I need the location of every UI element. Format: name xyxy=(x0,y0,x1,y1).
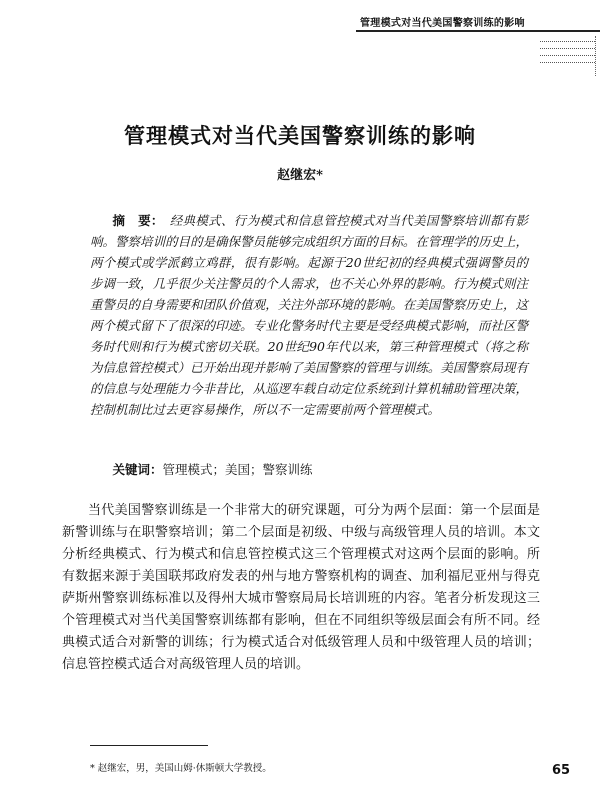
body-paragraph: 当代美国警察训练是一个非常大的研究课题，可分为两个层面：第一个层面是新警训练与在职警察培训；第二个层面是初级、中级与高级管理人员的培训。本文分析经典模式、行为模式和信息管控模式这三个管理模式对这两个层面的影响。所有数据来源于美国联邦政府发表的州与地方警察机构的调查、加利福尼亚州与得克萨斯州警察训练标准以及得州大城市警察局局长培训班的内容。笔者分析发现这三个管理模式对当代美国警察训练都有影响，但在不同组织等级层面会有所不同。经典模式适合对新警的训练；行为模式适合对低级管理人员和中级管理人员的培训；信息管控模式适合对高级管理人员的培训。 xyxy=(62,503,540,672)
author-name: 赵继宏* xyxy=(277,168,323,183)
footnote-rule xyxy=(90,745,208,746)
abstract xyxy=(90,210,528,420)
author-footnote: * 赵继宏，男，美国山姆·休斯顿大学教授。 xyxy=(90,763,272,774)
abstract-text: 经典模式、行为模式和信息管控模式对当代美国警察培训都有影响。警察培训的目的是确保警员能够完成组织方面的目标。在管理学的历史上，两个模式或学派鹤立鸡群，很有影响。起源于20世纪初的经典模式强调警员的步调一致，几乎很少关注警员的个人需求，也不关心外界的影响。行为模式则注重警员的自身需要和团队价值观，关注外部环境的影响。在美国警察历史上，这两个模式留下了很深的印迹。专业化警务时代主要是受经典模式影响，而社区警务时代则和行为模式密切关联。20世纪90年代以来，第三种管理模式（将之称为信息管控模式）已开始出现并影响了美国警察的管理与训练。美国警察局现有的信息与处理能力今非昔比，从巡逻车载自动定位系统到计算机辅助管理决策，控制机制比过去更容易操作，所以不一定需要前两个管理模式。 xyxy=(90,213,528,417)
page-number: 65 xyxy=(552,763,571,778)
keywords-label: 关键词： xyxy=(112,462,163,477)
scan-corner-marks xyxy=(540,36,596,76)
header-rule xyxy=(356,30,600,32)
running-head: 管理模式对当代美国警察训练的影响 xyxy=(360,18,525,29)
article-title: 管理模式对当代美国警察训练的影响 xyxy=(124,123,476,148)
keywords-text: 管理模式；美国；警察训练 xyxy=(162,462,313,477)
keywords xyxy=(90,459,528,480)
abstract-label: 摘 要： xyxy=(112,213,164,228)
